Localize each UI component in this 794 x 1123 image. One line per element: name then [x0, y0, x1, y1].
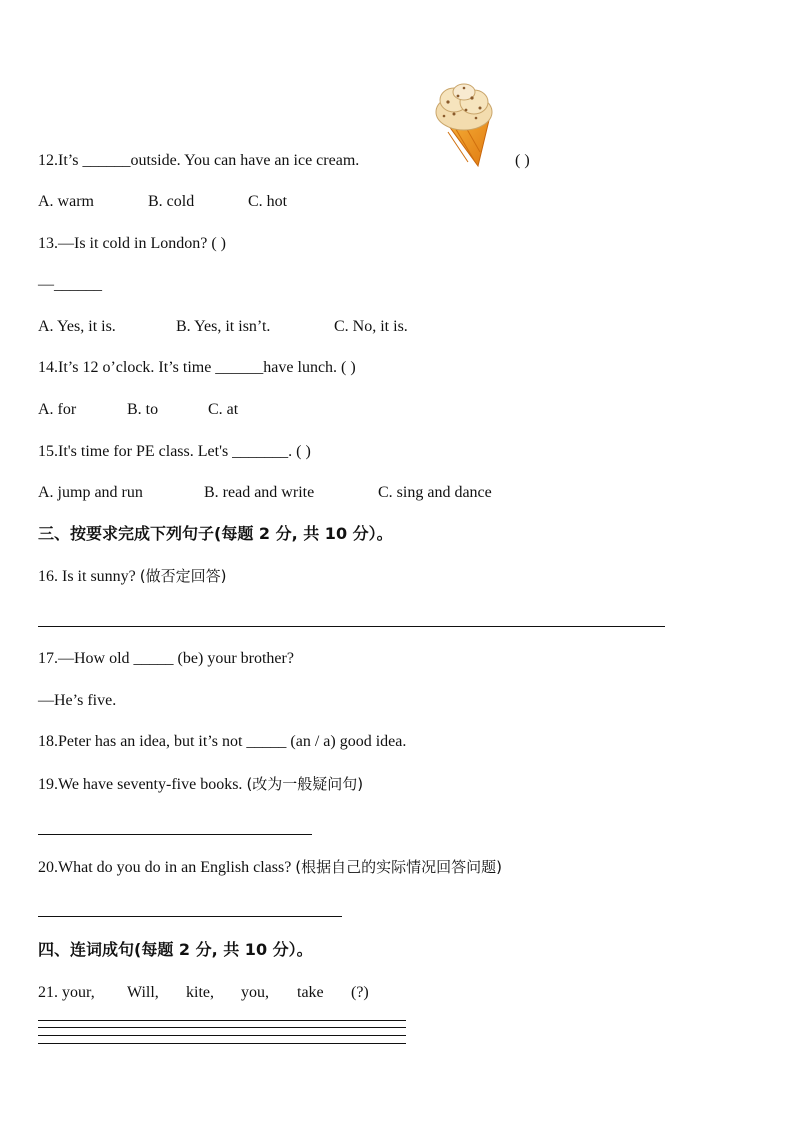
- answer-line-19[interactable]: [38, 834, 312, 835]
- word-6: (?): [351, 984, 369, 1001]
- option-a[interactable]: A. Yes, it is.: [38, 318, 116, 335]
- question-20: [38, 856, 502, 879]
- writing-line-4[interactable]: [38, 1043, 406, 1044]
- option-b[interactable]: B. to: [127, 401, 159, 418]
- word-3: kite,: [186, 984, 214, 1001]
- question-17-reply: —He’s five.: [38, 692, 117, 709]
- section-4-heading: 四、连词成句(每题 2 分, 共 10 分）。: [38, 940, 313, 959]
- word-1: 21. your,: [38, 984, 95, 1001]
- question-16-text: 16. Is it sunny?: [38, 568, 140, 585]
- word-5: take: [297, 984, 324, 1001]
- option-a[interactable]: A. jump and run: [38, 484, 143, 501]
- question-20-instruction: (根据自己的实际情况回答问题): [295, 858, 503, 876]
- answer-line-20[interactable]: [38, 916, 342, 917]
- question-16-instruction: (做否定回答): [139, 567, 227, 585]
- question-14: 14.It’s 12 o’clock. It’s time ______have lunch. ( ): [38, 359, 356, 376]
- question-18: 18.Peter has an idea, but it’s not _____ (an / a) good idea.: [38, 733, 407, 750]
- option-b[interactable]: B. read and write: [204, 484, 315, 501]
- question-12: 12.It’s ______outside. You can have an ice cream.: [38, 152, 360, 169]
- ice-cream-image: [428, 82, 498, 172]
- writing-line-3[interactable]: [38, 1035, 406, 1036]
- option-b[interactable]: B. cold: [148, 193, 195, 210]
- option-a[interactable]: A. for: [38, 401, 77, 418]
- question-19: [38, 773, 363, 796]
- answer-line-13[interactable]: —______: [38, 276, 102, 293]
- writing-line-2[interactable]: [38, 1027, 406, 1028]
- question-13-options: [38, 316, 408, 338]
- option-a[interactable]: A. warm: [38, 193, 94, 210]
- word-4: you,: [241, 984, 269, 1001]
- writing-line-1[interactable]: [38, 1020, 406, 1021]
- section-3-heading: 三、按要求完成下列句子(每题 2 分, 共 10 分）。: [38, 524, 393, 543]
- option-c[interactable]: C. No, it is.: [334, 318, 408, 335]
- question-17: 17.—How old _____ (be) your brother?: [38, 650, 294, 667]
- question-16: [38, 565, 227, 588]
- word-2: Will,: [127, 984, 159, 1001]
- question-15: 15.It's time for PE class. Let's _______. ( ): [38, 443, 311, 460]
- answer-parenthesis-12[interactable]: ( ): [515, 152, 530, 169]
- option-c[interactable]: C. sing and dance: [378, 484, 492, 501]
- option-c[interactable]: C. hot: [248, 193, 288, 210]
- question-21: [38, 982, 369, 1004]
- question-15-options: [38, 482, 492, 504]
- question-20-text: 20.What do you do in an English class?: [38, 859, 296, 876]
- question-14-options: [38, 399, 238, 421]
- question-12-options: [38, 191, 287, 213]
- answer-line-16[interactable]: [38, 626, 665, 627]
- option-b[interactable]: B. Yes, it isn’t.: [176, 318, 271, 335]
- option-c[interactable]: C. at: [208, 401, 239, 418]
- question-13: 13.—Is it cold in London? ( ): [38, 235, 226, 252]
- question-19-instruction: (改为一般疑问句): [246, 775, 364, 793]
- question-19-text: 19.We have seventy-five books.: [38, 776, 247, 793]
